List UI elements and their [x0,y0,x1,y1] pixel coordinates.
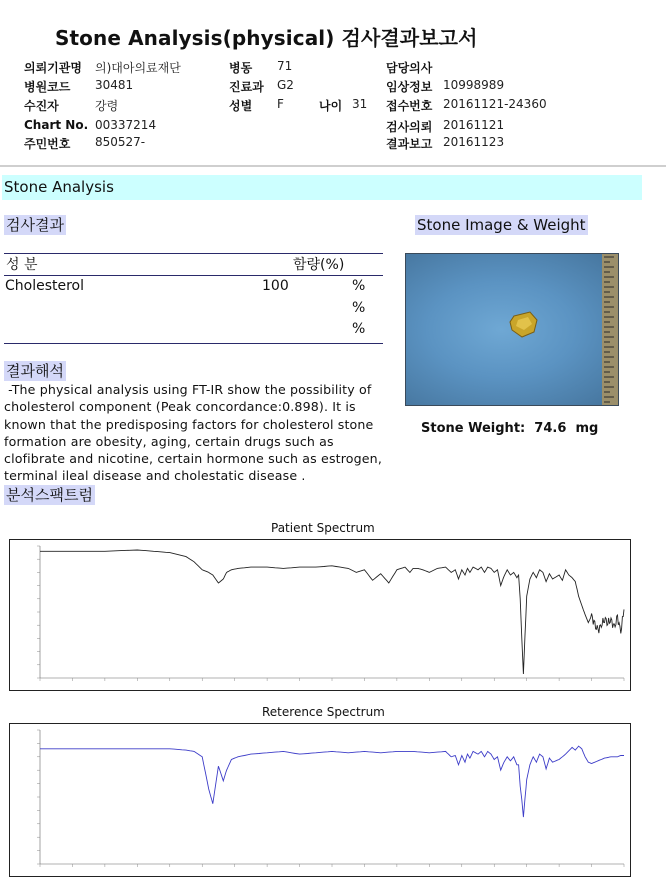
reference-spectrum-svg [10,724,630,876]
weight-value: 74.6 [534,421,567,436]
field-department-value [277,78,294,92]
field-value: 강령 [95,99,119,113]
interpretation-line: clofibrate and nicotine, certain hormone such as estrogen, [4,451,382,467]
field-value: 20161121-24360 [443,97,547,111]
field-label: 나이 [319,99,343,113]
field-label: 접수번호 [386,99,433,113]
field-value: 71 [277,59,293,73]
column-header-content: 함량(%) [293,257,345,273]
field-value: 30481 [95,78,134,92]
field-label: 담당의사 [386,61,433,75]
field-value: 850527- [95,135,146,149]
spectrum-line [40,746,624,817]
interpretation-line: -The physical analysis using FT-IR show the possibility of [4,382,372,397]
field-accession-no-value [443,97,547,111]
row-value: 100 [262,278,289,294]
field-chart-no-value [95,118,156,132]
field-label: 병원코드 [24,80,71,94]
field-resident-no-value [95,135,145,149]
weight-label: Stone Weight: [421,421,526,436]
field-value: 00337214 [95,118,157,132]
field-value: 의)대아의료재단 [95,61,181,75]
field-chart-no [24,118,88,132]
reference-spectrum-chart [9,723,631,877]
field-request-date [386,118,432,135]
spectrum-line [40,550,624,674]
row-unit: % [352,278,366,294]
field-sex-value [277,97,284,111]
table-bottom-rule [4,343,383,344]
field-value: G2 [277,78,294,92]
interpretation-text [4,381,396,485]
field-label: Chart No. [24,118,89,132]
field-value: 31 [352,97,368,111]
field-physician [386,59,432,76]
field-label: 진료과 [229,80,264,94]
field-label: 주민번호 [24,137,71,151]
field-sex [229,97,252,114]
stone-photo [405,253,619,406]
spectrum-heading: 분석스팩트럼 [6,486,93,504]
field-patient-value [95,97,118,114]
field-label: 성별 [229,99,253,113]
field-label: 검사의뢰 [386,120,433,134]
column-header-component: 성 분 [6,257,38,273]
interpretation-heading: 결과해석 [6,362,64,380]
field-requesting-org [24,59,82,76]
row-component: Cholesterol [5,278,85,294]
field-request-date-value [443,118,504,132]
reference-spectrum-title: Reterence Spectrum [262,705,385,719]
interpretation-line: known that the predisposing factors for cholesterol stone [4,416,374,432]
patient-spectrum-title: Patient Spectrum [271,521,375,535]
weight-unit: mg [575,421,599,436]
field-value: F [277,97,284,111]
field-report-date [386,135,432,152]
report-header [0,0,666,167]
field-report-date-value [443,135,504,149]
field-label: 임상정보 [386,80,433,94]
field-value: 20161121 [443,118,505,132]
field-label: 결과보고 [386,137,433,151]
row-unit: % [352,321,366,337]
stone-photo-drawing [406,254,618,405]
field-hospital-code [24,78,70,95]
row-unit: % [352,300,366,316]
table-header-rule [4,275,383,276]
field-requesting-org-value [95,59,181,76]
field-clinical-info [386,78,432,95]
field-patient [24,97,59,114]
field-value: 10998989 [443,78,505,92]
field-label: 의뢰기관명 [24,61,82,75]
patient-spectrum-chart [9,539,631,691]
interpretation-line: cholesterol component (Peak concordance:0.898). It is [4,399,356,415]
field-resident-no [24,135,70,152]
interpretation-line: formation are obesity, aging, certain drugs such as [4,433,334,449]
field-label: 병동 [229,61,253,75]
image-heading: Stone Image & Weight [417,216,586,234]
result-heading: 검사결과 [6,216,64,234]
field-clinical-info-value [443,78,504,92]
field-label: 수진자 [24,99,59,113]
field-ward-value [277,59,292,73]
field-department [229,78,264,95]
interpretation-line: terminal ileal disease and cholestatic disease . [4,468,306,484]
stone-weight [421,421,598,436]
stone-analysis-band: Stone Analysis [2,175,642,200]
field-value: 20161123 [443,135,505,149]
report-title: Stone Analysis(physical) 검사결과보고서 [55,26,478,50]
field-ward [229,59,252,76]
patient-spectrum-svg [10,540,630,690]
field-age [319,97,342,114]
field-accession-no [386,97,432,114]
field-hospital-code-value [95,78,133,92]
field-age-value [352,97,367,111]
